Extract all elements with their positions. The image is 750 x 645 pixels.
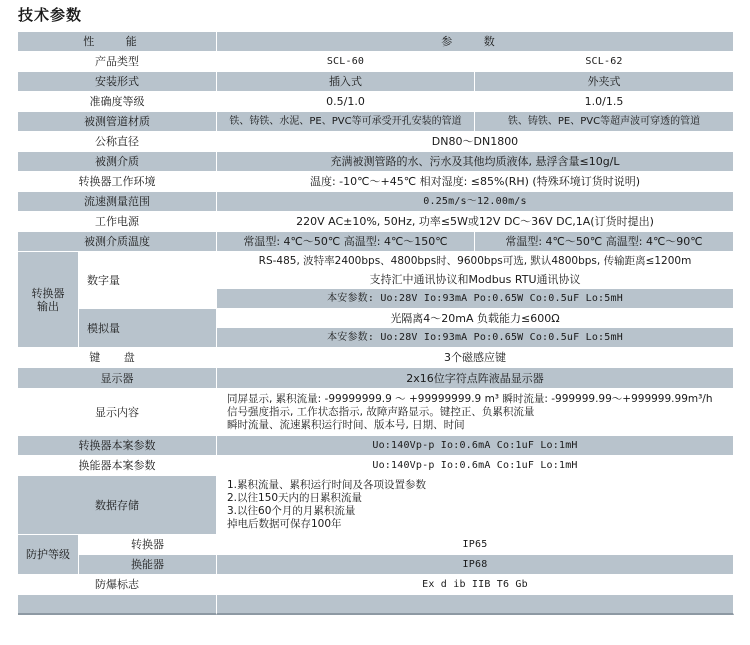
page-title: 技术参数 [18,6,83,24]
label-display: 显示器 [18,368,217,389]
value-digital-protocol: 支持汇中通讯协议和Modbus RTU通讯协议 [217,271,734,289]
row-digital-1 [18,252,734,271]
value-accuracy-a: 0.5/1.0 [217,92,475,112]
row-blank-footer [18,595,734,615]
label-keypad: 键 盘 [18,348,217,368]
label-converter-safety: 转换器本案参数 [18,436,217,456]
row-keypad [18,348,734,368]
storage-line2: 2.以往150天内的日累积流量 [227,492,363,504]
storage-line3: 3.以往60个月的月累积流量 [227,505,356,517]
row-protection-transducer [18,555,734,575]
row-product-type [18,52,734,72]
row-display-content [18,389,734,436]
value-product-type-b: SCL-62 [475,52,734,72]
footer-blank-left [18,595,217,615]
value-storage [217,476,734,535]
value-install-b: 外夹式 [475,72,734,92]
spec-table [18,32,734,615]
label-converter-output-line1: 转换器 [31,286,65,300]
row-explosion [18,575,734,595]
label-display-content: 显示内容 [18,389,217,436]
value-protection-converter: IP65 [217,535,734,555]
storage-line1: 1.累积流量、累积运行时间及各项设置参数 [227,479,427,491]
value-install-a: 插入式 [217,72,475,92]
row-accuracy [18,92,734,112]
label-storage: 数据存储 [18,476,217,535]
value-accuracy-b: 1.0/1.5 [475,92,734,112]
row-display [18,368,734,389]
value-product-type-a: SCL-60 [217,52,475,72]
value-diameter: DN80～DN1800 [217,132,734,152]
value-display: 2x16位字符点阵液晶显示器 [217,368,734,389]
value-transducer-safety: Uo:140Vp-p Io:0.6mA Co:1uF Lo:1mH [217,456,734,476]
row-transducer-safety [18,456,734,476]
display-content-line2: 信号强度指示, 工作状态指示, 故障声路显示。键控正、负累积流量 [227,405,535,418]
row-protection-converter [18,535,734,555]
label-explosion: 防爆标志 [18,575,217,595]
display-content-line1: 同屏显示, 累积流量: -99999999.9 ～ +99999999.9 m³ 瞬时流量: -999999.99～+999999.99m³/h [227,392,713,405]
value-digital-safety: 本安参数: Uo:28V Io:93mA Po:0.65W Co:0.5uF Lo:5mH [217,289,734,309]
value-power: 220V AC±10%, 50Hz, 功率≤5W或12V DC～36V DC,1A(订货时提出) [217,212,734,232]
label-converter-output [18,252,79,348]
value-medium-temp-a: 常温型: 4℃～50℃ 高温型: 4℃～150℃ [217,232,475,252]
row-medium [18,152,734,172]
label-flow-range: 流速测量范围 [18,192,217,212]
value-analog-isolation: 光隔离4～20mA 负载能力≤600Ω [217,309,734,328]
row-pipe-material [18,112,734,132]
label-protection-transducer: 换能器 [79,555,217,575]
value-protection-transducer: IP68 [217,555,734,575]
label-transducer-safety: 换能器本案参数 [18,456,217,476]
row-converter-safety [18,436,734,456]
row-install [18,72,734,92]
label-pipe-material: 被测管道材质 [18,112,217,132]
value-converter-safety: Uo:140Vp-p Io:0.6mA Co:1uF Lo:1mH [217,436,734,456]
label-converter-output-line2: 输出 [37,299,59,313]
label-analog: 模拟量 [79,309,217,348]
label-protection-converter: 转换器 [79,535,217,555]
value-explosion: Ex d ib IIB T6 Gb [217,575,734,595]
header-parameters: 参 数 [217,32,734,52]
label-diameter: 公称直径 [18,132,217,152]
label-protection: 防护等级 [18,535,79,575]
label-medium-temp: 被测介质温度 [18,232,217,252]
label-digital: 数字量 [79,252,217,309]
label-power: 工作电源 [18,212,217,232]
row-environment [18,172,734,192]
header-performance: 性 能 [18,32,217,52]
value-medium: 充满被测管路的水、污水及其他均质液体, 悬浮含量≤10g/L [217,152,734,172]
value-display-content [217,389,734,436]
footer-blank-right [217,595,734,615]
label-install: 安装形式 [18,72,217,92]
row-analog-1 [18,309,734,328]
row-power [18,212,734,232]
storage-line4: 掉电后数据可保存100年 [227,518,342,530]
row-flow-range [18,192,734,212]
value-keypad: 3个磁感应键 [217,348,734,368]
label-medium: 被测介质 [18,152,217,172]
value-pipe-material-a: 铁、铸铁、水泥、PE、PVC等可承受开孔安装的管道 [217,112,475,132]
row-medium-temp [18,232,734,252]
value-flow-range: 0.25m/s～12.00m/s [217,192,734,212]
row-storage [18,476,734,535]
value-environment: 温度: -10℃～+45℃ 相对湿度: ≤85%(RH) (特殊环境订货时说明) [217,172,734,192]
label-environment: 转换器工作环境 [18,172,217,192]
label-product-type: 产品类型 [18,52,217,72]
label-accuracy: 准确度等级 [18,92,217,112]
value-medium-temp-b: 常温型: 4℃～50℃ 高温型: 4℃～90℃ [475,232,734,252]
value-digital-rs485: RS-485, 波特率2400bps、4800bps时、9600bps可选, 默认4800bps, 传输距离≤1200m [217,252,734,271]
row-diameter [18,132,734,152]
value-pipe-material-b: 铁、铸铁、PE、PVC等超声波可穿透的管道 [475,112,734,132]
display-content-line3: 瞬时流量、流速累积运行时间、版本号, 日期、时间 [227,418,465,431]
value-analog-safety: 本安参数: Uo:28V Io:93mA Po:0.65W Co:0.5uF Lo:5mH [217,328,734,348]
header-row [18,32,734,52]
